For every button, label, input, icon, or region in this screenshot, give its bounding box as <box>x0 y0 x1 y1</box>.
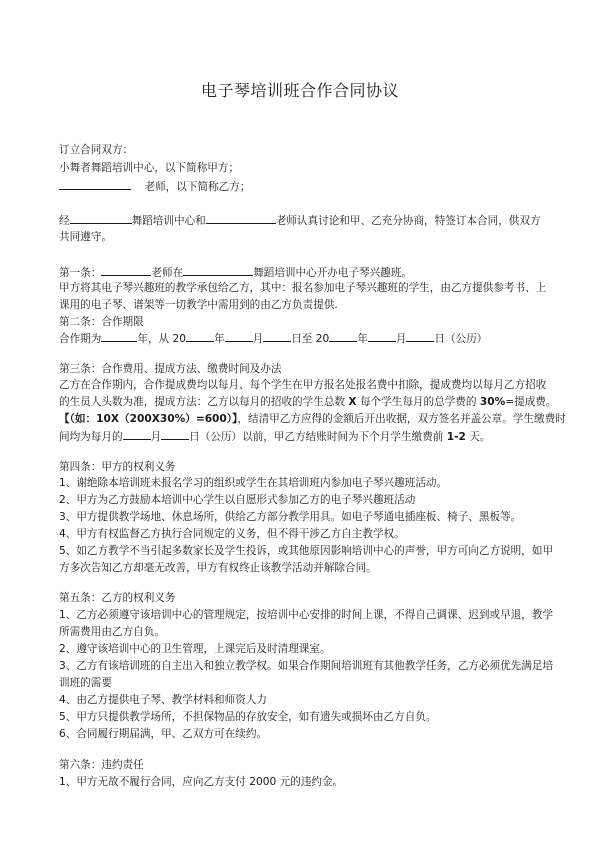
pay-month-blank <box>123 429 151 440</box>
article3-title: 第三条：合作费用、提成方法、缴费时间及办法 <box>59 363 282 375</box>
article1-label: 第一条： <box>59 267 102 279</box>
article5-item-1-line-2: 所需费用由乙方自负。 <box>59 626 165 638</box>
article1-center-blank <box>183 265 253 276</box>
end-month-blank <box>368 331 396 342</box>
article4-item-1: 1、谢绝除本培训班未报名学习的组织或学生在其培训班内参加电子琴兴趣班活动。 <box>59 477 448 489</box>
article1-line-2: 课用的电子琴、谱架等一切教学中需用到的由乙方负责提供. <box>59 299 338 311</box>
article3-line-1: 乙方在合作期内，合作提成费均以每月、每个学生在甲方报名处报名费中扣除，提成费均以每月乙方招收 <box>59 379 547 391</box>
article1-line-1: 甲方将其电子琴兴趣班的教学承包给乙方，其中：报名参加电子琴兴趣班的学生，由乙方提供参考书、上 <box>59 282 547 294</box>
article3-line3-rest: ，结清甲乙方应得的金额后开出收据，双方签名并盖公章。学生缴费时 <box>237 413 566 425</box>
penalty-suffix: 元的违约金。 <box>279 776 344 788</box>
article4-item-2: 2、甲方为乙方鼓励本培训中心学生以自愿形式参加乙方的电子琴兴趣班活动 <box>59 494 416 506</box>
article5-item-4: 4、由乙方提供电子琴、教学材料和师资人力 <box>59 694 268 706</box>
article3-line4-part-a: 间均为每月的 <box>59 431 123 443</box>
article5-item-1-line-1: 1、乙方必须遵守该培训中心的管理规定，按培训中心安排的时间上课，不得自己调课、迟到或早退，教学 <box>59 609 554 621</box>
penalty-prefix: 1、甲方无故不履行合同，应向乙方支付 <box>59 776 246 788</box>
teacher-name-blank <box>59 179 131 190</box>
example-formula: 10X（200X30%）=600）】 <box>96 413 238 425</box>
article4-item-5-line-2: 方多次告知乙方却毫无改善，甲方有权终止该教学活动并解除合同。 <box>59 562 377 574</box>
article5-title: 第五条：乙方的权利义务 <box>59 592 176 604</box>
term-to: 日至 20 <box>291 333 330 345</box>
document-title: 电子琴培训班合作合同协议 <box>200 81 399 100</box>
article1-title-mid: 老师在 <box>151 267 184 279</box>
article3-line-2 <box>59 395 556 409</box>
article5-item-5: 5、甲方只提供教学场所，不担保物品的存放安全，如有遗失或损坏由乙方自负。 <box>59 711 437 723</box>
article2-title: 第二条：合作期限 <box>59 316 144 328</box>
commission-rate: 30% <box>479 396 506 408</box>
article2-term-line <box>59 331 487 346</box>
article4-item-5-line-1: 5、如乙方教学不当引起多数家长及学生投诉，或其他原因影响培训中心的声誉，甲方可向乙方说明，如甲 <box>59 545 554 557</box>
end-day-unit: 日（公历） <box>434 333 488 345</box>
end-day-blank <box>406 331 434 342</box>
article5-item-3-line-1: 3、乙方有该培训班的自主出入和独立教学权。如果合作期间培训班有其他教学任务，乙方必须优先满足培 <box>59 660 554 672</box>
article3-line2-part-b: 每个学生每月的总学费的 <box>359 396 477 408</box>
parties-heading: 订立合同双方： <box>59 144 134 156</box>
example-open: 【（如： <box>59 413 97 425</box>
start-month-unit: 月 <box>252 333 264 345</box>
article6-title: 第六条：违约责任 <box>59 759 144 771</box>
article6-item-1 <box>59 775 343 789</box>
article5-item-2: 2、遵守该培训中心的卫生管理，上课完后及时清理课室。 <box>59 643 331 655</box>
article3-line4-part-c: 天。 <box>469 431 491 443</box>
teacher-blank <box>206 213 276 224</box>
article5-item-6: 6、合同履行期届满，甲、乙双方可在续约。 <box>59 728 268 740</box>
center-name-blank <box>70 213 132 224</box>
article1-teacher-blank <box>101 265 151 276</box>
pay-month-unit: 月 <box>150 431 162 443</box>
term-from: 年，从 20 <box>137 333 187 345</box>
start-day-blank <box>263 331 291 342</box>
intro-line-2: 共同遵守。 <box>59 231 112 243</box>
intro-suffix: 老师认真讨论和甲、乙充分协商，特签订本合同，供双方 <box>275 215 541 227</box>
term-years-blank <box>101 331 137 342</box>
term-label: 合作期为 <box>59 333 102 345</box>
article4-title: 第四条：甲方的权利义务 <box>59 461 176 473</box>
article1-title-suffix: 舞蹈培训中心开办电子琴兴趣班。 <box>253 267 413 279</box>
intro-mid: 舞蹈培训中心和 <box>131 215 206 227</box>
article3-line-4 <box>59 429 490 444</box>
settlement-days: 1-2 <box>446 431 466 443</box>
party-b-line <box>59 179 250 194</box>
pay-day-blank <box>161 429 189 440</box>
end-month-unit: 月 <box>395 333 407 345</box>
end-year-unit: 年 <box>357 333 368 345</box>
start-year-unit: 年 <box>214 333 225 345</box>
end-year-blank <box>329 331 357 342</box>
start-year-blank <box>186 331 214 342</box>
start-month-blank <box>225 331 253 342</box>
article3-line-3 <box>59 412 566 426</box>
article3-line2-part-a: 的生员人头数为准，提成方法：乙方以每月的招收的学生总数 <box>59 396 346 408</box>
penalty-amount: 2000 <box>249 776 277 788</box>
article5-item-3-line-2: 训班的需要 <box>59 677 112 689</box>
multiply-sign: X <box>348 396 357 408</box>
article4-item-4: 4、甲方有权监督乙方执行合同规定的义务，但不得干涉乙方自主教学权。 <box>59 528 405 540</box>
article1-title <box>59 265 412 280</box>
party-b-text: 老师，以下简称乙方； <box>144 181 251 193</box>
intro-line-1 <box>59 213 541 228</box>
article4-item-3: 3、甲方提供教学场地、休息场所，供给乙方部分教学用具。如电子琴通电插座板、椅子、黑板等。 <box>59 511 522 523</box>
article3-line2-part-c: =提成费。 <box>505 396 557 408</box>
article3-line4-part-b: 日（公历）以前，甲乙方结账时间为下个月学生缴费前 <box>189 431 444 443</box>
party-a-line: 小舞者舞蹈培训中心，以下简称甲方； <box>59 162 240 174</box>
intro-prefix: 经 <box>59 215 70 227</box>
